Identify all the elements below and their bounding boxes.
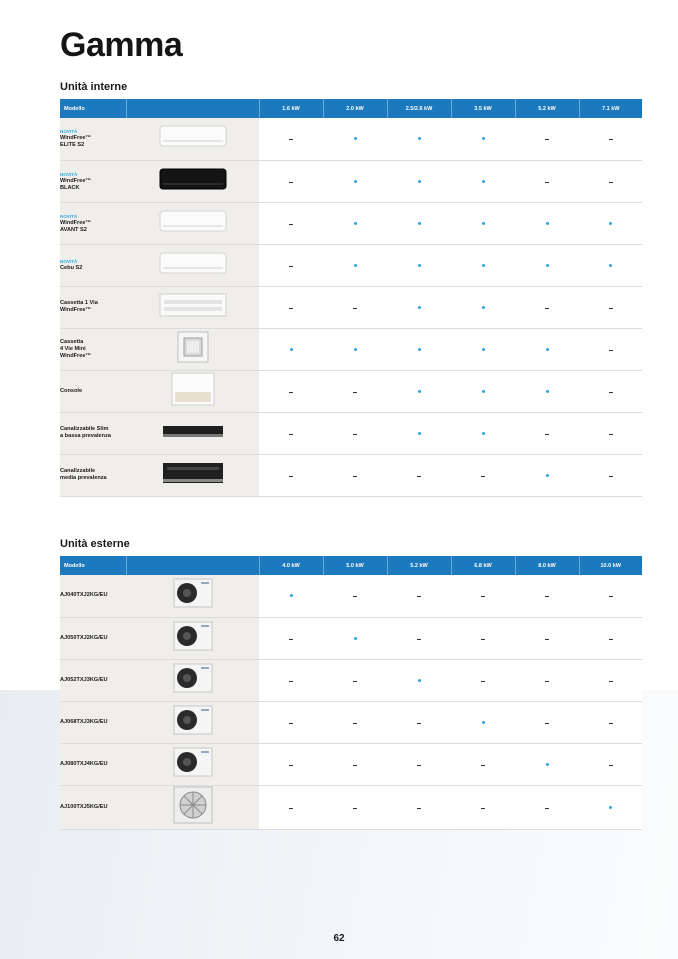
availability-cell (579, 575, 642, 617)
table-row (60, 575, 642, 617)
availability-cell (259, 575, 323, 617)
availability-cell (323, 701, 387, 743)
table-row (60, 412, 642, 454)
unavailable-dash-icon (289, 681, 293, 682)
available-dot-icon (354, 637, 357, 640)
model-name: AJ080TXJ4KG/EU (60, 760, 108, 767)
unavailable-dash-icon (609, 182, 613, 183)
model-name: AJ052TXJ3KG/EU (60, 676, 108, 683)
availability-cell (579, 328, 642, 370)
availability-cell (387, 785, 451, 829)
table-row (60, 617, 642, 659)
unavailable-dash-icon (289, 765, 293, 766)
product-image-cell (126, 617, 259, 659)
availability-cell (451, 370, 515, 412)
unavailable-dash-icon (353, 476, 357, 477)
availability-cell (579, 160, 642, 202)
table-row (60, 286, 642, 328)
available-dot-icon (609, 806, 612, 809)
availability-cell (323, 575, 387, 617)
table-row (60, 785, 642, 829)
unavailable-dash-icon (545, 681, 549, 682)
unavailable-dash-icon (417, 765, 421, 766)
availability-cell (387, 412, 451, 454)
outdoor-unit-icon (173, 578, 213, 613)
availability-cell (579, 785, 642, 829)
table-row (60, 454, 642, 496)
unavailable-dash-icon (609, 392, 613, 393)
model-name-cell (60, 370, 126, 412)
outdoor-units-table (60, 556, 642, 830)
model-name-cell (60, 244, 126, 286)
product-image-cell (126, 412, 259, 454)
availability-cell (387, 118, 451, 160)
table-header-row (60, 556, 642, 575)
outdoor-unit-icon (173, 621, 213, 656)
unavailable-dash-icon (609, 350, 613, 351)
availability-cell (579, 286, 642, 328)
unavailable-dash-icon (545, 639, 549, 640)
available-dot-icon (418, 222, 421, 225)
availability-cell (451, 286, 515, 328)
availability-cell (387, 575, 451, 617)
product-image-cell (126, 202, 259, 244)
model-name: WindFree™ ELITE S2 (60, 135, 92, 149)
availability-cell (515, 160, 579, 202)
availability-cell (515, 701, 579, 743)
available-dot-icon (482, 180, 485, 183)
availability-cell (515, 659, 579, 701)
model-name-cell (60, 743, 126, 785)
availability-cell (259, 617, 323, 659)
availability-cell (515, 743, 579, 785)
model-name: Canalizzabile Slim a bassa prevalenza (60, 426, 111, 439)
unavailable-dash-icon (353, 723, 357, 724)
availability-cell (323, 785, 387, 829)
unavailable-dash-icon (545, 139, 549, 140)
availability-cell (451, 701, 515, 743)
unavailable-dash-icon (609, 723, 613, 724)
availability-cell (579, 244, 642, 286)
availability-cell (579, 617, 642, 659)
availability-cell (515, 454, 579, 496)
model-name: AJ050TXJ2KG/EU (60, 634, 108, 641)
product-image-cell (126, 743, 259, 785)
capacity-column-header: 5.2 kW (515, 99, 579, 118)
model-name-cell (60, 202, 126, 244)
availability-cell (323, 286, 387, 328)
unavailable-dash-icon (481, 596, 485, 597)
available-dot-icon (418, 264, 421, 267)
availability-cell (387, 328, 451, 370)
availability-cell (323, 743, 387, 785)
model-name-cell (60, 118, 126, 160)
model-name: AJ040TXJ2KG/EU (60, 592, 108, 599)
unavailable-dash-icon (417, 639, 421, 640)
availability-cell (451, 412, 515, 454)
model-name: Cassetta 4 Vie Mini WindFree™ (60, 338, 92, 359)
unavailable-dash-icon (353, 392, 357, 393)
availability-cell (259, 160, 323, 202)
model-name: WindFree™ AVANT S2 (60, 219, 92, 233)
available-dot-icon (418, 180, 421, 183)
unavailable-dash-icon (289, 308, 293, 309)
availability-cell (451, 659, 515, 701)
availability-cell (323, 370, 387, 412)
model-name-cell (60, 575, 126, 617)
availability-cell (323, 328, 387, 370)
availability-cell (259, 743, 323, 785)
unavailable-dash-icon (289, 266, 293, 267)
console-unit-icon (171, 372, 215, 411)
unavailable-dash-icon (289, 723, 293, 724)
model-column-header: Modello (60, 556, 126, 575)
available-dot-icon (482, 432, 485, 435)
model-name: Canalizzabile media prevalenza (60, 468, 107, 481)
availability-cell (323, 118, 387, 160)
available-dot-icon (482, 348, 485, 351)
unavailable-dash-icon (609, 596, 613, 597)
model-name-cell (60, 160, 126, 202)
model-name: Cebu S2 (60, 265, 83, 271)
image-column-header (126, 99, 259, 118)
available-dot-icon (546, 390, 549, 393)
model-name-cell (60, 701, 126, 743)
availability-cell (451, 617, 515, 659)
availability-cell (387, 701, 451, 743)
unavailable-dash-icon (417, 476, 421, 477)
availability-cell (259, 370, 323, 412)
available-dot-icon (418, 679, 421, 682)
capacity-column-header: 3.5 kW (451, 99, 515, 118)
duct-slim-icon (162, 422, 224, 445)
availability-cell (579, 202, 642, 244)
outdoor-unit-icon (173, 747, 213, 782)
capacity-column-header: 5.2 kW (387, 556, 451, 575)
available-dot-icon (546, 763, 549, 766)
available-dot-icon (482, 222, 485, 225)
availability-cell (515, 328, 579, 370)
new-badge: NOVITÀ (60, 171, 78, 177)
unavailable-dash-icon (289, 808, 293, 809)
new-badge: NOVITÀ (60, 129, 78, 135)
availability-cell (515, 286, 579, 328)
model-name: AJ068TXJ3KG/EU (60, 718, 108, 725)
unavailable-dash-icon (353, 765, 357, 766)
availability-cell (323, 244, 387, 286)
available-dot-icon (482, 390, 485, 393)
wall-unit-white-icon (159, 208, 227, 239)
availability-cell (451, 244, 515, 286)
availability-cell (515, 575, 579, 617)
product-image-cell (126, 454, 259, 496)
new-badge: NOVITÀ (60, 213, 78, 219)
available-dot-icon (290, 348, 293, 351)
availability-cell (259, 244, 323, 286)
availability-cell (515, 118, 579, 160)
table-row (60, 244, 642, 286)
availability-cell (387, 743, 451, 785)
availability-cell (259, 785, 323, 829)
unavailable-dash-icon (289, 392, 293, 393)
unavailable-dash-icon (609, 139, 613, 140)
available-dot-icon (418, 432, 421, 435)
availability-cell (387, 244, 451, 286)
availability-cell (259, 118, 323, 160)
availability-cell (451, 328, 515, 370)
unavailable-dash-icon (545, 596, 549, 597)
unavailable-dash-icon (417, 808, 421, 809)
table-row (60, 202, 642, 244)
outdoor-unit-grille-icon (173, 786, 213, 829)
availability-cell (451, 454, 515, 496)
wall-unit-black-icon (159, 166, 227, 197)
available-dot-icon (482, 306, 485, 309)
table-row (60, 118, 642, 160)
available-dot-icon (290, 594, 293, 597)
availability-cell (515, 370, 579, 412)
unavailable-dash-icon (289, 182, 293, 183)
unavailable-dash-icon (353, 308, 357, 309)
availability-cell (323, 617, 387, 659)
unavailable-dash-icon (417, 596, 421, 597)
product-image-cell (126, 701, 259, 743)
model-name-cell (60, 328, 126, 370)
capacity-column-header: 7.1 kW (579, 99, 642, 118)
unavailable-dash-icon (289, 434, 293, 435)
available-dot-icon (546, 348, 549, 351)
unavailable-dash-icon (481, 681, 485, 682)
unavailable-dash-icon (417, 723, 421, 724)
table-row (60, 370, 642, 412)
unavailable-dash-icon (289, 476, 293, 477)
availability-cell (515, 412, 579, 454)
availability-cell (451, 160, 515, 202)
available-dot-icon (354, 137, 357, 140)
product-image-cell (126, 370, 259, 412)
availability-cell (579, 370, 642, 412)
availability-cell (515, 617, 579, 659)
product-image-cell (126, 328, 259, 370)
capacity-column-header: 6.8 kW (451, 556, 515, 575)
unavailable-dash-icon (481, 808, 485, 809)
availability-cell (451, 118, 515, 160)
unavailable-dash-icon (289, 224, 293, 225)
outdoor-unit-icon (173, 663, 213, 698)
unavailable-dash-icon (609, 476, 613, 477)
capacity-column-header: 4.0 kW (259, 556, 323, 575)
unavailable-dash-icon (353, 681, 357, 682)
availability-cell (579, 454, 642, 496)
page-title: Gamma (60, 26, 183, 64)
available-dot-icon (418, 306, 421, 309)
availability-cell (259, 659, 323, 701)
unavailable-dash-icon (545, 308, 549, 309)
product-image-cell (126, 160, 259, 202)
cassette-4way-icon (176, 331, 210, 368)
availability-cell (259, 286, 323, 328)
unavailable-dash-icon (545, 723, 549, 724)
availability-cell (387, 202, 451, 244)
capacity-column-header: 2.5/2.6 kW (387, 99, 451, 118)
model-name: WindFree™ BLACK (60, 177, 92, 191)
unavailable-dash-icon (289, 139, 293, 140)
indoor-section-title: Unità interne (60, 81, 128, 93)
availability-cell (323, 454, 387, 496)
available-dot-icon (482, 721, 485, 724)
available-dot-icon (354, 222, 357, 225)
availability-cell (387, 659, 451, 701)
availability-cell (579, 412, 642, 454)
page-number: 62 (333, 933, 345, 944)
availability-cell (259, 412, 323, 454)
model-name-cell (60, 454, 126, 496)
wall-unit-white-icon (159, 250, 227, 281)
unavailable-dash-icon (545, 434, 549, 435)
capacity-column-header: 1.6 kW (259, 99, 323, 118)
unavailable-dash-icon (609, 681, 613, 682)
capacity-column-header: 10.0 kW (579, 556, 642, 575)
model-name-cell (60, 785, 126, 829)
capacity-column-header: 2.0 kW (323, 99, 387, 118)
availability-cell (515, 785, 579, 829)
available-dot-icon (546, 222, 549, 225)
model-name-cell (60, 286, 126, 328)
availability-cell (579, 701, 642, 743)
availability-cell (515, 244, 579, 286)
cassette-1way-icon (159, 290, 227, 325)
unavailable-dash-icon (481, 765, 485, 766)
unavailable-dash-icon (353, 808, 357, 809)
availability-cell (259, 202, 323, 244)
available-dot-icon (354, 264, 357, 267)
available-dot-icon (482, 137, 485, 140)
unavailable-dash-icon (353, 434, 357, 435)
table-row (60, 659, 642, 701)
product-image-cell (126, 244, 259, 286)
product-image-cell (126, 118, 259, 160)
availability-cell (451, 785, 515, 829)
available-dot-icon (482, 264, 485, 267)
model-name-cell (60, 412, 126, 454)
availability-cell (387, 454, 451, 496)
availability-cell (579, 743, 642, 785)
unavailable-dash-icon (289, 639, 293, 640)
unavailable-dash-icon (609, 765, 613, 766)
model-name: AJ100TXJ5KG/EU (60, 803, 108, 810)
availability-cell (451, 575, 515, 617)
duct-medium-icon (162, 461, 224, 490)
new-badge: NOVITÀ (60, 259, 78, 264)
availability-cell (259, 328, 323, 370)
outdoor-section-title: Unità esterne (60, 538, 130, 550)
availability-cell (515, 202, 579, 244)
available-dot-icon (418, 348, 421, 351)
availability-cell (323, 659, 387, 701)
outdoor-unit-icon (173, 705, 213, 740)
unavailable-dash-icon (609, 434, 613, 435)
wall-unit-white-icon (159, 123, 227, 154)
model-name: Cassetta 1 Via WindFree™ (60, 300, 98, 313)
availability-cell (451, 202, 515, 244)
capacity-column-header: 5.0 kW (323, 556, 387, 575)
available-dot-icon (546, 264, 549, 267)
unavailable-dash-icon (609, 639, 613, 640)
table-row (60, 160, 642, 202)
product-image-cell (126, 785, 259, 829)
unavailable-dash-icon (545, 182, 549, 183)
availability-cell (387, 370, 451, 412)
table-row (60, 328, 642, 370)
product-image-cell (126, 659, 259, 701)
available-dot-icon (418, 390, 421, 393)
availability-cell (323, 202, 387, 244)
availability-cell (387, 286, 451, 328)
availability-cell (387, 160, 451, 202)
availability-cell (259, 701, 323, 743)
availability-cell (259, 454, 323, 496)
unavailable-dash-icon (545, 808, 549, 809)
unavailable-dash-icon (481, 639, 485, 640)
unavailable-dash-icon (609, 308, 613, 309)
available-dot-icon (418, 137, 421, 140)
available-dot-icon (354, 180, 357, 183)
image-column-header (126, 556, 259, 575)
table-row (60, 701, 642, 743)
capacity-column-header: 8.0 kW (515, 556, 579, 575)
model-name: Console (60, 387, 83, 394)
availability-cell (323, 412, 387, 454)
indoor-units-table (60, 99, 642, 497)
table-row (60, 743, 642, 785)
availability-cell (579, 659, 642, 701)
available-dot-icon (546, 474, 549, 477)
model-column-header: Modello (60, 99, 126, 118)
model-name-cell (60, 659, 126, 701)
model-name-cell (60, 617, 126, 659)
availability-cell (387, 617, 451, 659)
availability-cell (579, 118, 642, 160)
availability-cell (323, 160, 387, 202)
availability-cell (451, 743, 515, 785)
product-image-cell (126, 286, 259, 328)
available-dot-icon (609, 264, 612, 267)
available-dot-icon (609, 222, 612, 225)
unavailable-dash-icon (481, 476, 485, 477)
product-image-cell (126, 575, 259, 617)
available-dot-icon (354, 348, 357, 351)
unavailable-dash-icon (353, 596, 357, 597)
table-header-row (60, 99, 642, 118)
